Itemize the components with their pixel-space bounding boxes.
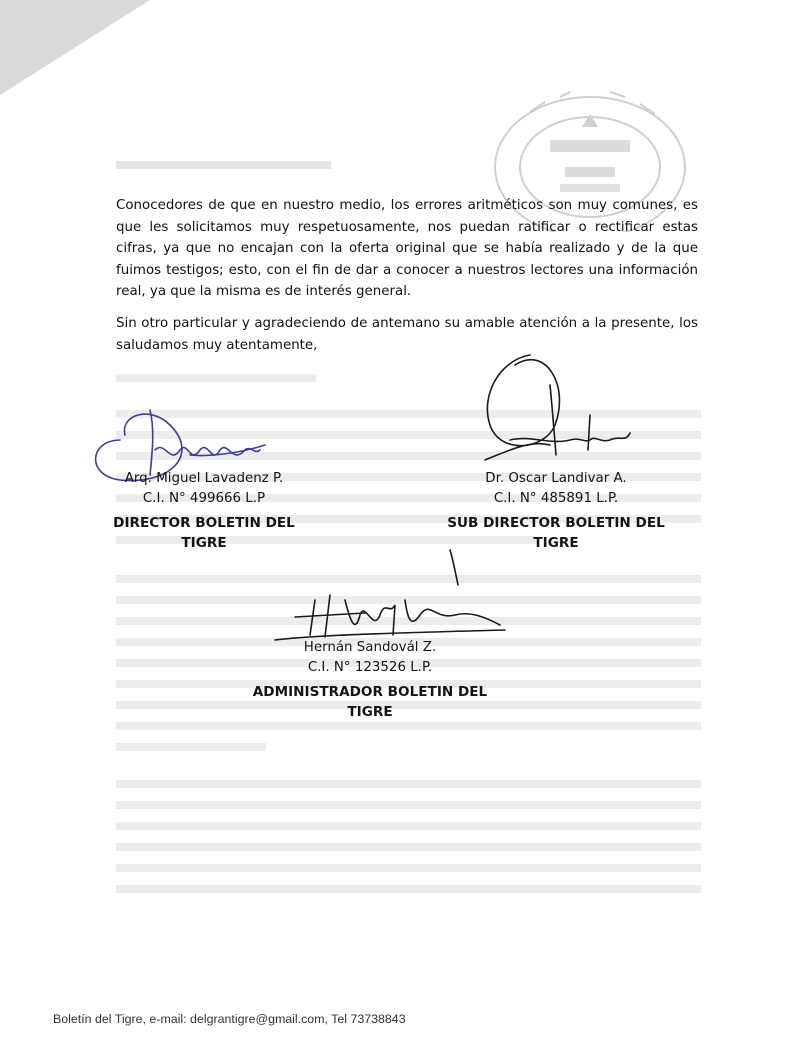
signature-subdirector: [470, 345, 640, 475]
signatory-title: ADMINISTRADOR BOLETIN DEL TIGRE: [252, 684, 488, 720]
signatory-subdirector: [433, 469, 679, 553]
signatory-id: C.I. N° 123526 L.P.: [307, 660, 433, 675]
signatory-name: Arq. Miguel Lavadenz P.: [124, 471, 284, 486]
body-paragraph-1: Conocedores de que en nuestro medio, los errores aritméticos son muy comunes, es que les solicitamos muy respetuosamente, nos puedan ratificar o rectificar estas cifras, ya que no encajan con la oferta original que se había realizado y de la que fuimos testigos; esto, con el fin de dar a conocer a nuestros lectores una información real, ya que la misma es de interés general.: [116, 198, 698, 300]
page-footer: Boletín del Tigre, e-mail: delgrantigre@gmail.com, Tel 73738843: [53, 1012, 406, 1026]
page-corner-fold: [0, 0, 150, 95]
signatory-id: C.I. N° 485891 L.P.: [493, 491, 619, 506]
bleed-through-date: [116, 158, 336, 176]
signatory-director: [104, 469, 304, 553]
signatory-title: DIRECTOR BOLETIN DEL TIGRE: [113, 515, 295, 551]
signatory-title: SUB DIRECTOR BOLETIN DEL TIGRE: [447, 515, 665, 551]
signatory-name: Hernán Sandovál Z.: [303, 640, 437, 655]
signatory-administrator: [235, 638, 505, 722]
body-paragraph-2: Sin otro particular y agradeciendo de antemano su amable atención a la presente, los saludamos muy atentamente,: [116, 316, 698, 353]
signatory-id: C.I. N° 499666 L.P: [142, 491, 266, 506]
signatory-name: Dr. Oscar Landivar A.: [485, 471, 627, 486]
